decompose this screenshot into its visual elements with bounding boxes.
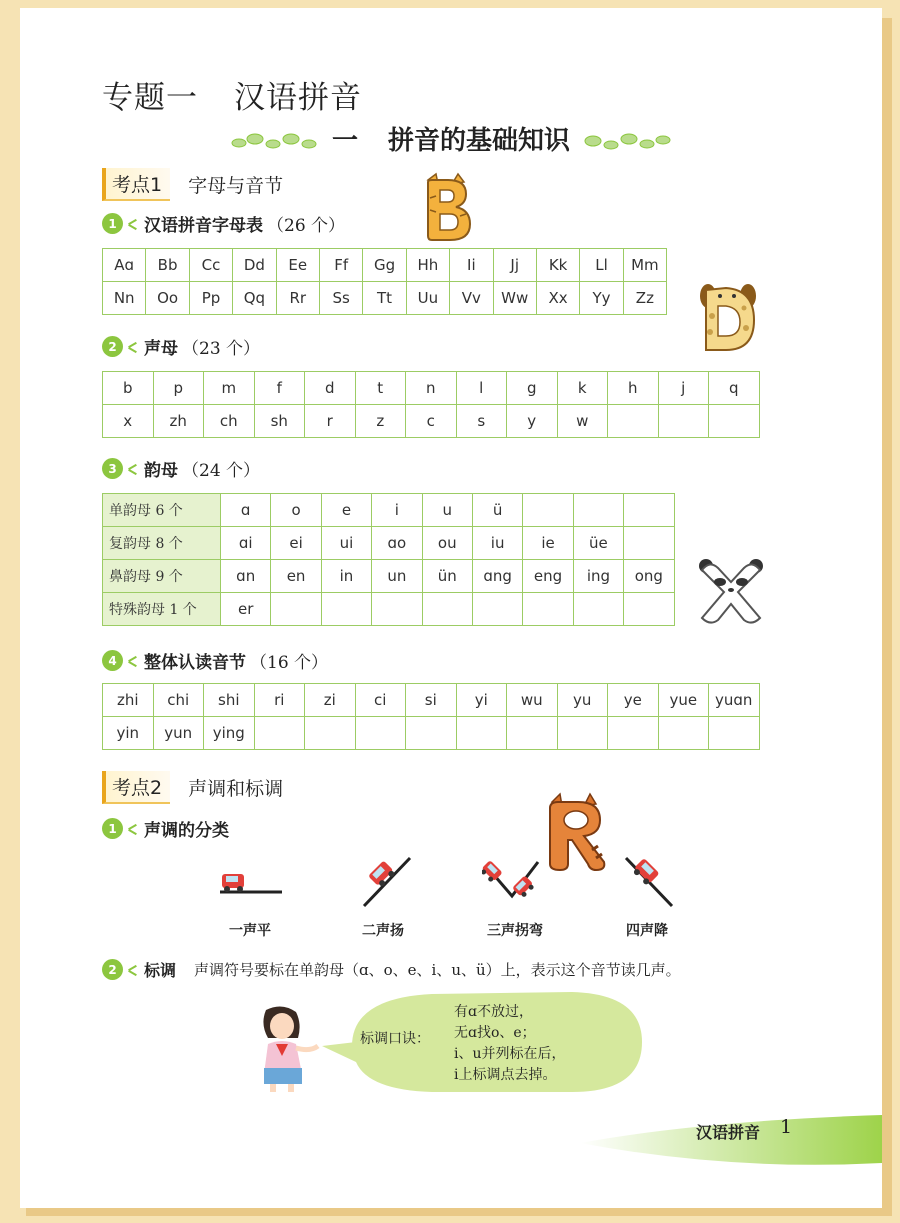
table-cell: zi <box>305 684 356 717</box>
initials-badge: 2 <box>102 336 123 357</box>
footer-title: 汉语拼音 <box>696 1123 761 1142</box>
table-cell: en <box>271 560 321 593</box>
table-cell: Cc <box>189 249 232 282</box>
tones-title: 声调的分类 <box>144 821 229 841</box>
section-title: 拼音的基础知识 <box>388 126 571 156</box>
table-cell: Vv <box>450 282 493 315</box>
table-cell <box>523 593 573 626</box>
table-cell: Rr <box>276 282 319 315</box>
table-cell: ou <box>422 527 472 560</box>
tone-4-falling-icon <box>620 854 710 914</box>
table-cell: ying <box>204 717 255 750</box>
table-cell: Dd <box>233 249 276 282</box>
whole-count: （16 个） <box>250 653 329 673</box>
table-cell: s <box>456 405 507 438</box>
row-header: 特殊韵母 1 个 <box>103 593 221 626</box>
table-cell: wu <box>507 684 558 717</box>
finals-count: （24 个） <box>182 461 261 481</box>
table-cell: l <box>456 372 507 405</box>
table-cell <box>456 717 507 750</box>
table-cell: yue <box>658 684 709 717</box>
table-cell <box>406 717 457 750</box>
table-cell: Qq <box>233 282 276 315</box>
table-cell: in <box>321 560 371 593</box>
row-header: 单韵母 6 个 <box>103 494 221 527</box>
page-number: 1 <box>780 1116 793 1138</box>
tone-3-dipping-icon <box>482 854 572 914</box>
table-cell: ei <box>271 527 321 560</box>
table-cell: u <box>422 494 472 527</box>
table-row <box>103 282 667 315</box>
table-cell: ɑo <box>372 527 422 560</box>
table-cell: Kk <box>536 249 579 282</box>
table-row <box>103 717 760 750</box>
table-cell: Xx <box>536 282 579 315</box>
table-cell: zhi <box>103 684 154 717</box>
finals-badge: 3 <box>102 458 123 479</box>
table-cell: ɑi <box>221 527 271 560</box>
table-cell <box>573 593 623 626</box>
table-cell: g <box>507 372 558 405</box>
tones-badge: 1 <box>102 818 123 839</box>
table-cell: ɑ <box>221 494 271 527</box>
table-cell: üe <box>573 527 623 560</box>
marking-badge: 2 <box>102 959 123 980</box>
table-cell: Oo <box>146 282 189 315</box>
table-row <box>103 560 675 593</box>
table-cell: chi <box>153 684 204 717</box>
whole-title: 整体认读音节 <box>144 653 246 673</box>
table-cell <box>321 593 371 626</box>
chevron-mark-icon <box>126 822 138 836</box>
table-cell: k <box>557 372 608 405</box>
table-cell: w <box>557 405 608 438</box>
table-cell <box>472 593 522 626</box>
table-cell: yu <box>557 684 608 717</box>
table-cell: Yy <box>580 282 623 315</box>
table-row <box>103 527 675 560</box>
table-cell: h <box>608 372 659 405</box>
section-number: 一 <box>331 126 358 156</box>
table-cell: ü <box>472 494 522 527</box>
table-cell: ün <box>422 560 472 593</box>
table-cell: ui <box>321 527 371 560</box>
page <box>20 8 882 1208</box>
page-title <box>102 72 362 117</box>
letter-d-dog-icon <box>696 278 760 354</box>
rhyme-line: 有ɑ不放过， <box>454 1004 533 1020</box>
table-cell: Jj <box>493 249 536 282</box>
table-cell: yuɑn <box>709 684 760 717</box>
table-cell: Nn <box>103 282 146 315</box>
table-cell: sh <box>254 405 305 438</box>
table-cell: yun <box>153 717 204 750</box>
tone-3-label: 三声拐弯 <box>487 923 543 939</box>
table-cell: z <box>355 405 406 438</box>
table-cell: ɑng <box>472 560 522 593</box>
table-cell <box>254 717 305 750</box>
tone-4-label: 四声降 <box>626 923 668 939</box>
table-cell: Bb <box>146 249 189 282</box>
tone-1-flat-icon <box>216 854 306 914</box>
whole-syllables-heading <box>102 648 328 673</box>
table-cell <box>271 593 321 626</box>
keypoint-2-title: 声调和标调 <box>188 778 284 800</box>
table-cell <box>624 593 674 626</box>
table-cell <box>523 494 573 527</box>
alphabet-count: （26 个） <box>267 216 346 236</box>
table-cell <box>557 717 608 750</box>
keypoint-1 <box>102 168 283 201</box>
table-row <box>103 405 760 438</box>
table-cell: Ww <box>493 282 536 315</box>
table-cell: Pp <box>189 282 232 315</box>
initials-title: 声母 <box>144 339 178 359</box>
table-cell: si <box>406 684 457 717</box>
letter-x-panda-icon <box>696 556 766 628</box>
table-cell: ci <box>355 684 406 717</box>
topic-label: 专题一 <box>102 80 198 116</box>
table-cell: ɑn <box>221 560 271 593</box>
table-cell <box>624 527 674 560</box>
table-cell: Zz <box>623 282 666 315</box>
table-cell: Gg <box>363 249 406 282</box>
table-cell: Hh <box>406 249 449 282</box>
table-row <box>103 684 760 717</box>
chevron-mark-icon <box>126 654 138 668</box>
table-cell: ye <box>608 684 659 717</box>
whole-syllables-table <box>102 683 760 750</box>
table-cell: Uu <box>406 282 449 315</box>
keypoint-2-label: 考点2 <box>102 771 170 804</box>
alphabet-badge: 1 <box>102 213 123 234</box>
table-cell: f <box>254 372 305 405</box>
keypoint-1-label: 考点1 <box>102 168 170 201</box>
table-cell <box>507 717 558 750</box>
table-cell <box>709 405 760 438</box>
table-cell: shi <box>204 684 255 717</box>
table-cell: yin <box>103 717 154 750</box>
initials-heading <box>102 334 260 359</box>
table-cell: Ff <box>319 249 362 282</box>
row-header: 复韵母 8 个 <box>103 527 221 560</box>
tones-heading <box>102 816 229 841</box>
table-cell: r <box>305 405 356 438</box>
leaf-decoration-left-icon <box>229 129 323 155</box>
table-cell: e <box>321 494 371 527</box>
table-cell: j <box>658 372 709 405</box>
keypoint-1-title: 字母与音节 <box>188 175 284 197</box>
leaf-decoration-right-icon <box>579 129 673 155</box>
table-cell: c <box>406 405 457 438</box>
whole-badge: 4 <box>102 650 123 671</box>
marking-rhyme <box>454 1002 566 1086</box>
row-header: 鼻韵母 9 个 <box>103 560 221 593</box>
marking-text: 声调符号要标在单韵母（ɑ、o、e、i、u、ü）上，表示这个音节读几声。 <box>194 961 681 979</box>
table-cell: p <box>153 372 204 405</box>
table-cell: t <box>355 372 406 405</box>
table-cell: n <box>406 372 457 405</box>
table-cell <box>709 717 760 750</box>
tone-2-label: 二声扬 <box>362 923 404 939</box>
table-row <box>103 593 675 626</box>
table-cell: ong <box>624 560 674 593</box>
finals-table <box>102 493 675 626</box>
table-cell: iu <box>472 527 522 560</box>
table-cell <box>608 717 659 750</box>
table-cell: Ll <box>580 249 623 282</box>
alphabet-table <box>102 248 667 315</box>
table-cell: Ss <box>319 282 362 315</box>
table-cell <box>305 717 356 750</box>
table-row <box>103 372 760 405</box>
section-heading <box>20 120 882 157</box>
table-cell <box>355 717 406 750</box>
table-cell: eng <box>523 560 573 593</box>
table-cell: Aɑ <box>103 249 146 282</box>
table-cell: x <box>103 405 154 438</box>
table-cell <box>608 405 659 438</box>
tone-1-label: 一声平 <box>229 923 271 939</box>
table-cell: Tt <box>363 282 406 315</box>
finals-title: 韵母 <box>144 461 178 481</box>
table-cell: ri <box>254 684 305 717</box>
marking-title: 标调 <box>144 961 177 980</box>
initials-count: （23 个） <box>182 339 261 359</box>
rhyme-line: 无ɑ找o、e； <box>454 1025 536 1041</box>
table-cell: q <box>709 372 760 405</box>
marking-heading <box>102 958 681 981</box>
table-cell: y <box>507 405 558 438</box>
girl-student-icon <box>252 1004 320 1092</box>
initials-table <box>102 371 760 438</box>
table-cell: o <box>271 494 321 527</box>
bubble-label: 标调口诀： <box>360 1031 430 1047</box>
table-cell <box>573 494 623 527</box>
table-cell: un <box>372 560 422 593</box>
topic-title: 汉语拼音 <box>234 80 362 116</box>
alphabet-title: 汉语拼音字母表 <box>144 216 263 236</box>
table-cell: d <box>305 372 356 405</box>
table-cell: b <box>103 372 154 405</box>
chevron-mark-icon <box>126 963 138 977</box>
table-cell: zh <box>153 405 204 438</box>
finals-heading <box>102 456 260 481</box>
tone-2-rising-icon <box>354 854 444 914</box>
table-cell <box>658 405 709 438</box>
table-cell: er <box>221 593 271 626</box>
table-cell: Ii <box>450 249 493 282</box>
table-cell <box>372 593 422 626</box>
table-cell: ie <box>523 527 573 560</box>
table-cell: ing <box>573 560 623 593</box>
table-cell: Ee <box>276 249 319 282</box>
table-cell <box>658 717 709 750</box>
table-cell: ch <box>204 405 255 438</box>
letter-b-cat-icon <box>418 172 474 244</box>
keypoint-2 <box>102 771 283 804</box>
table-row <box>103 494 675 527</box>
chevron-mark-icon <box>126 340 138 354</box>
table-cell: m <box>204 372 255 405</box>
table-cell: yi <box>456 684 507 717</box>
table-cell <box>422 593 472 626</box>
rhyme-line: i、u并列标在后， <box>454 1046 566 1062</box>
table-cell: i <box>372 494 422 527</box>
alphabet-heading <box>102 211 345 236</box>
chevron-mark-icon <box>126 217 138 231</box>
table-cell: Mm <box>623 249 666 282</box>
table-row <box>103 249 667 282</box>
table-cell <box>624 494 674 527</box>
chevron-mark-icon <box>126 462 138 476</box>
rhyme-line: i上标调点去掉。 <box>454 1067 557 1083</box>
